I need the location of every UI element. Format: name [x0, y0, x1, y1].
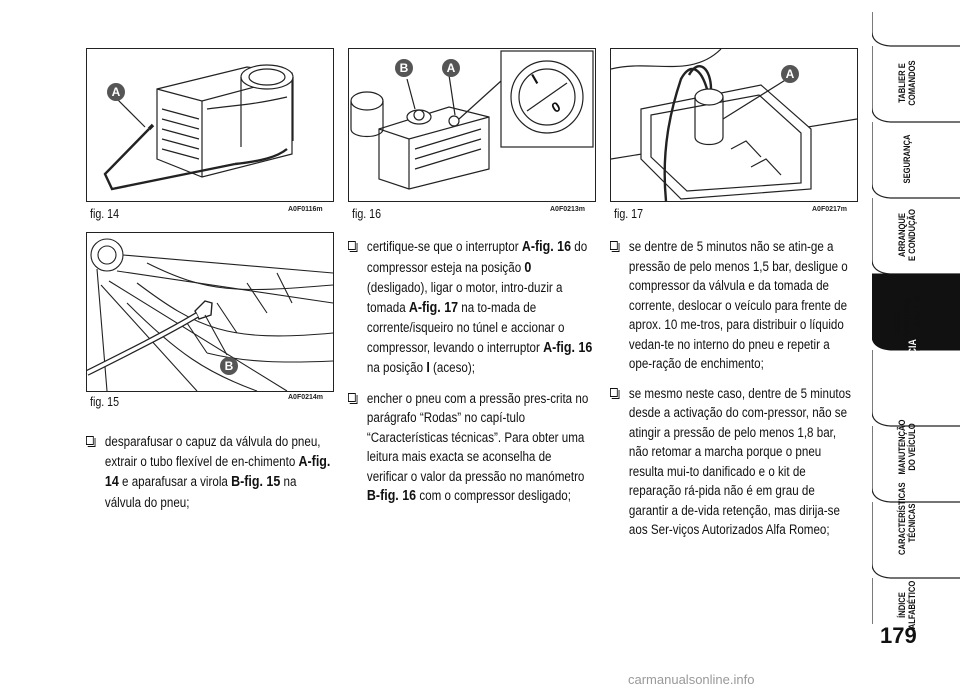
tab-em-emergencia[interactable]	[872, 339, 960, 418]
power-socket-illustration	[611, 49, 857, 201]
text: desparafusar o capuz da válvula do pneu, extrair o tubo flexível de en-chimento	[104, 434, 321, 469]
callout-b-fig15: B	[220, 357, 238, 375]
fig-code-14: A0F0116m	[288, 206, 323, 213]
switch-mark-off: 0	[548, 98, 564, 116]
ref: B-fig. 15	[231, 474, 281, 490]
watermark: carmanualsonline.info	[628, 672, 755, 687]
fig-code-16: A0F0213m	[550, 206, 586, 213]
text: e aparafusar a virola	[118, 474, 232, 489]
text: na to-mada de corrente/isqueiro no túnel e accionar o compressor, levando o interruptor	[366, 299, 565, 355]
tab-label: CARACTERÍSTICAS TÉCNICAS	[897, 482, 918, 555]
callout-a-fig14: A	[107, 83, 125, 101]
ref: I	[426, 360, 430, 376]
tab-label: ARRANQUE E CONDUÇÃO	[897, 209, 918, 261]
callout-a-fig17: A	[781, 65, 799, 83]
column-1-text	[86, 432, 332, 516]
ref: B-fig. 16	[366, 488, 417, 504]
fig-label-15: fig. 15	[90, 394, 120, 409]
tab-label: LUZES AVISADORAS E MENSAGENS	[892, 294, 923, 352]
column-2-text	[348, 237, 594, 511]
compressor-switch-illustration	[349, 49, 595, 201]
text: na válvula do pneu;	[104, 474, 297, 510]
switch-mark-on: I	[529, 71, 542, 88]
text: do compressor esteja na posição	[366, 239, 588, 275]
figure-15	[86, 232, 334, 392]
bullet-unscrew-valve	[86, 432, 331, 512]
tab-label: SEGURANÇA	[902, 134, 913, 184]
callout-a-fig16: A	[442, 59, 460, 77]
figure-17	[610, 48, 858, 202]
text: certifique-se que o interruptor	[366, 239, 522, 254]
callout-b-fig16: B	[395, 59, 413, 77]
ref: A-fig. 17	[408, 299, 459, 316]
fig-code-15: A0F0214m	[288, 394, 324, 401]
tab-tablier-comandos[interactable]	[872, 48, 960, 118]
ref: A-fig. 14	[104, 453, 331, 490]
text: se dentre de 5 minutos não se atin-ge a pressão de pelo menos 1,5 bar, desligue o compressor da válvula e da tomada de corrente, deslocar o veículo para frente de aprox. 10 me-tros, para distribuir o líquido vedan-te no interno do pneu e repetir a ope-ração de enchimento;	[628, 239, 848, 371]
text: (desligado), ligar o motor, intro-duzir a tomada	[366, 280, 563, 315]
tab-label: EM EMERGÊNCIA	[897, 339, 919, 399]
tab-luzes-avisadoras[interactable]	[872, 274, 960, 352]
fig-label-14: fig. 14	[90, 206, 120, 221]
text: na posição	[366, 360, 427, 375]
bullet-pressure-5-min	[610, 237, 855, 374]
bullet-icon	[348, 393, 356, 402]
fig-code-17: A0F0217m	[812, 206, 848, 213]
fig-label-16: fig. 16	[352, 206, 382, 221]
tab-seguranca[interactable]	[872, 124, 960, 194]
text: com o compressor desligado;	[416, 488, 571, 503]
bullet-pressure-fail	[610, 384, 855, 540]
ref: A-fig. 16	[521, 239, 572, 255]
tab-arranque-conducao[interactable]	[872, 200, 960, 270]
bullet-icon	[610, 388, 618, 397]
bullet-icon	[348, 241, 356, 250]
figure-16	[348, 48, 596, 202]
fig-label-17: fig. 17	[614, 206, 644, 221]
bullet-icon	[86, 436, 94, 445]
tab-label: TABLIER E COMANDOS	[897, 60, 918, 106]
tab-label: MANUTENÇÃO DO VEÍCULO	[897, 419, 918, 475]
text: (aceso);	[429, 360, 475, 375]
ref: 0	[524, 259, 532, 276]
figure-14	[86, 48, 334, 202]
column-3-text	[610, 237, 856, 544]
tyre-valve-illustration	[87, 233, 333, 391]
ref: A-fig. 16	[543, 339, 593, 356]
bullet-inflate-tyre	[348, 389, 593, 507]
text: encher o pneu com a pressão pres-crita no parágrafo “Rodas” no capí-tulo “Características técnicas”. Para obter uma leitura mais exacta se aconselha de verificar o valor da pressão no manómetro	[366, 390, 589, 484]
compressor-hose-illustration	[87, 49, 333, 201]
tab-manutencao-veiculo[interactable]	[872, 419, 960, 496]
bullet-icon	[610, 241, 618, 250]
page-number: 179	[880, 623, 917, 648]
text: se mesmo neste caso, dentre de 5 minutos desde a activação do com-pressor, não se atingir a pressão de pelo menos 1,8 bar, não retomar a marcha porque o pneu resulta mui-to danificado e o kit de reparação rá-pida não é em grau de garantir a de-vida retenção, mas dirija-se aos Ser-viços Autorizados Alfa Romeo;	[628, 385, 851, 537]
tab-label: ÍNDICE ALFABÉTICO	[897, 580, 918, 629]
tab-caracteristicas-tecnicas[interactable]	[872, 482, 960, 572]
bullet-check-switch	[348, 237, 593, 379]
